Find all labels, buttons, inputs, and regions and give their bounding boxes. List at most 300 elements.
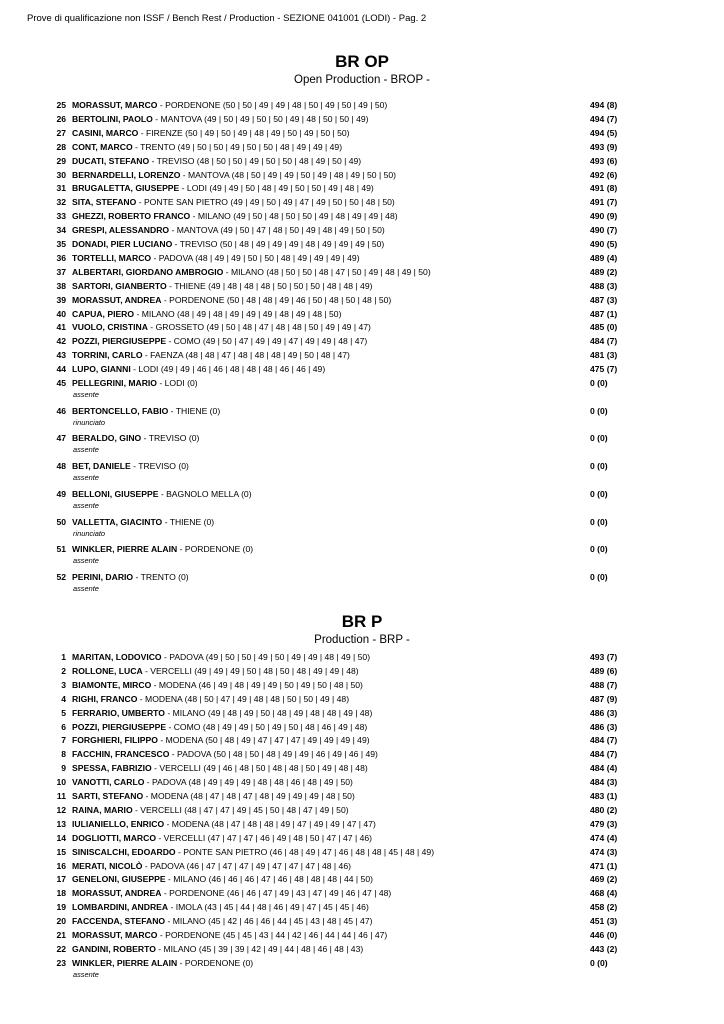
rank: 9 xyxy=(61,763,66,774)
total-score: 0 (0) xyxy=(590,571,608,582)
rank: 27 xyxy=(56,127,66,138)
result-row xyxy=(0,127,724,140)
rank: 29 xyxy=(56,155,66,166)
club-and-scores: THIENE (49 | 48 | 48 | 48 | 50 | 50 | 50 | 48 | 48 | 49) xyxy=(174,280,373,291)
result-row xyxy=(0,957,724,970)
separator: - xyxy=(152,113,161,124)
separator: - xyxy=(161,888,170,899)
entry xyxy=(72,901,369,914)
result-row xyxy=(0,734,724,747)
club-and-scores: MODENA (46 | 49 | 48 | 49 | 49 | 50 | 49 | 50 | 48 | 50) xyxy=(158,679,363,690)
total-score: 486 (3) xyxy=(590,721,618,732)
total-score: 480 (2) xyxy=(590,804,618,815)
separator: - xyxy=(161,652,170,662)
result-row xyxy=(0,762,724,775)
athlete-name: ALBERTARI, GIORDANO AMBROGIO xyxy=(72,266,224,277)
club-and-scores: MANTOVA (49 | 50 | 47 | 48 | 50 | 49 | 48 | 49 | 50 | 50) xyxy=(176,225,385,236)
club-and-scores: TREVISO (48 | 50 | 50 | 49 | 50 | 50 | 48 | 49 | 50 | 49) xyxy=(156,155,362,166)
total-score: 484 (3) xyxy=(590,777,618,788)
athlete-name: FERRARIO, UMBERTO xyxy=(72,707,165,718)
result-row xyxy=(0,335,724,348)
result-row xyxy=(0,294,724,307)
total-score: 493 (7) xyxy=(590,652,618,662)
rank: 15 xyxy=(56,846,66,857)
separator: - xyxy=(133,571,141,582)
rank: 21 xyxy=(56,930,66,940)
total-score: 493 (6) xyxy=(590,155,618,166)
rank: 47 xyxy=(56,433,66,444)
total-score: 475 (7) xyxy=(590,364,618,375)
club-and-scores: PORDENONE (0) xyxy=(184,957,254,968)
total-score: 489 (2) xyxy=(590,266,618,277)
athlete-name: VANOTTI, CARLO xyxy=(72,777,145,788)
athlete-name: BERALDO, GINO xyxy=(72,433,142,444)
rank: 31 xyxy=(56,183,66,194)
entry xyxy=(72,679,363,692)
total-score: 487 (3) xyxy=(590,294,618,305)
result-row xyxy=(0,721,724,734)
rank: 2 xyxy=(61,665,66,676)
rank: 50 xyxy=(56,516,66,527)
entry xyxy=(72,182,374,195)
separator: - xyxy=(151,679,159,690)
total-score: 443 (2) xyxy=(590,943,618,954)
status-note: rinunciato xyxy=(73,417,106,427)
result-row xyxy=(0,99,724,112)
athlete-name: WINKLER, PIERRE ALAIN xyxy=(72,957,178,968)
club-and-scores: MODENA (48 | 50 | 47 | 49 | 48 | 48 | 50 | 50 | 49 | 48) xyxy=(145,693,350,704)
entry xyxy=(72,804,349,817)
club-and-scores: PORDENONE (45 | 45 | 43 | 44 | 42 | 46 | 44 | 44 | 46 | 47) xyxy=(165,930,388,940)
result-row xyxy=(0,252,724,265)
entry xyxy=(72,776,353,789)
athlete-name: DUCATI, STEFANO xyxy=(72,155,150,166)
separator: - xyxy=(180,169,189,180)
club-and-scores: MILANO (48 | 49 | 48 | 49 | 49 | 49 | 48 | 49 | 48 | 50) xyxy=(141,308,342,319)
separator: - xyxy=(169,749,178,760)
rank: 26 xyxy=(56,113,66,124)
athlete-name: FACCHIN, FRANCESCO xyxy=(72,749,170,760)
athlete-name: BERNARDELLI, LORENZO xyxy=(72,169,181,180)
result-row xyxy=(0,196,724,209)
separator: - xyxy=(165,916,173,927)
result-row xyxy=(0,182,724,195)
entry xyxy=(72,846,434,859)
separator: - xyxy=(162,516,170,527)
total-score: 491 (7) xyxy=(590,197,618,208)
separator: - xyxy=(132,141,141,152)
result-row xyxy=(0,405,724,418)
total-score: 484 (7) xyxy=(590,735,618,746)
rank: 51 xyxy=(56,544,66,555)
athlete-name: VUOLO, CRISTINA xyxy=(72,322,148,333)
entry xyxy=(72,141,342,154)
club-and-scores: PORDENONE (50 | 48 | 48 | 49 | 46 | 50 | 48 | 50 | 48 | 50) xyxy=(169,294,392,305)
separator: - xyxy=(157,735,166,746)
result-row xyxy=(0,321,724,334)
separator: - xyxy=(134,308,142,319)
result-row xyxy=(0,141,724,154)
entry xyxy=(72,224,385,237)
rank: 39 xyxy=(56,294,66,305)
separator: - xyxy=(157,930,166,940)
separator: - xyxy=(136,197,144,208)
separator: - xyxy=(142,665,151,676)
result-row xyxy=(0,846,724,859)
rank: 10 xyxy=(56,777,66,788)
club-and-scores: LODI (49 | 49 | 46 | 46 | 48 | 48 | 48 | 46 | 46 | 49) xyxy=(138,364,326,375)
section-subtitle: Open Production - BROP - xyxy=(294,74,430,86)
rank: 28 xyxy=(56,141,66,152)
rank: 35 xyxy=(56,239,66,249)
total-score: 468 (4) xyxy=(590,888,618,899)
athlete-name: MORASSUT, MARCO xyxy=(72,930,158,940)
entry xyxy=(72,196,395,209)
total-score: 451 (3) xyxy=(590,916,618,927)
athlete-name: SITA, STEFANO xyxy=(72,197,137,208)
total-score: 479 (3) xyxy=(590,818,618,829)
result-row xyxy=(0,432,724,445)
result-row xyxy=(0,224,724,237)
result-row xyxy=(0,748,724,761)
rank: 5 xyxy=(61,707,66,718)
rank: 20 xyxy=(56,916,66,927)
total-score: 489 (6) xyxy=(590,665,618,676)
athlete-name: BRUGALETTA, GIUSEPPE xyxy=(72,183,180,194)
rank: 1 xyxy=(61,652,66,662)
result-row xyxy=(0,873,724,886)
result-row xyxy=(0,155,724,168)
result-row xyxy=(0,693,724,706)
club-and-scores: MODENA (48 | 47 | 48 | 47 | 48 | 49 | 49 | 49 | 48 | 50) xyxy=(150,791,355,801)
athlete-name: MARITAN, LODOVICO xyxy=(72,652,162,662)
total-score: 474 (4) xyxy=(590,832,618,843)
club-and-scores: TREVISO (0) xyxy=(148,433,200,444)
total-score: 484 (7) xyxy=(590,336,618,347)
athlete-name: BERTONCELLO, FABIO xyxy=(72,405,169,416)
separator: - xyxy=(172,239,180,249)
club-and-scores: TRENTO (0) xyxy=(140,571,189,582)
separator: - xyxy=(130,461,139,472)
result-row xyxy=(0,238,724,251)
section-br-p xyxy=(0,612,724,648)
result-row xyxy=(0,915,724,928)
rank: 16 xyxy=(56,860,66,871)
athlete-name: MORASSUT, MARCO xyxy=(72,100,158,110)
athlete-name: CAPUA, PIERO xyxy=(72,308,135,319)
total-score: 471 (1) xyxy=(590,860,618,871)
club-and-scores: PADOVA (48 | 49 | 49 | 49 | 48 | 48 | 46 | 48 | 49 | 50) xyxy=(152,777,353,788)
separator: - xyxy=(164,818,172,829)
total-score: 490 (5) xyxy=(590,239,618,249)
rank: 38 xyxy=(56,280,66,291)
athlete-name: MORASSUT, ANDREA xyxy=(72,294,162,305)
athlete-name: TORTELLI, MARCO xyxy=(72,252,152,263)
total-score: 491 (8) xyxy=(590,183,618,194)
result-row xyxy=(0,665,724,678)
entry xyxy=(72,335,367,348)
result-row xyxy=(0,210,724,223)
rank: 41 xyxy=(56,322,66,333)
section-title: BR OP xyxy=(335,52,389,71)
entry xyxy=(72,665,359,678)
rank: 46 xyxy=(56,405,66,416)
entry xyxy=(72,266,431,279)
club-and-scores: MANTOVA (49 | 50 | 49 | 50 | 50 | 49 | 48 | 50 | 50 | 49) xyxy=(160,113,369,124)
club-and-scores: LODI (0) xyxy=(164,378,198,388)
total-score: 0 (0) xyxy=(590,378,608,388)
athlete-name: CONT, MARCO xyxy=(72,141,133,152)
status-note: assente xyxy=(73,445,99,455)
total-score: 484 (4) xyxy=(590,763,618,774)
club-and-scores: PADOVA (48 | 49 | 49 | 50 | 50 | 48 | 49 | 49 | 49 | 49) xyxy=(158,252,360,263)
athlete-name: BIAMONTE, MIRCO xyxy=(72,679,152,690)
result-row xyxy=(0,776,724,789)
club-and-scores: MANTOVA (48 | 50 | 49 | 49 | 50 | 49 | 48 | 49 | 50 | 50) xyxy=(188,169,397,180)
result-row xyxy=(0,377,724,390)
total-score: 487 (9) xyxy=(590,693,618,704)
entry xyxy=(72,721,367,734)
entry xyxy=(72,929,387,942)
rank: 44 xyxy=(56,364,66,375)
club-and-scores: VERCELLI (48 | 47 | 47 | 49 | 45 | 50 | 48 | 47 | 49 | 50) xyxy=(140,804,349,815)
total-score: 494 (7) xyxy=(590,113,618,124)
result-row xyxy=(0,832,724,845)
entry xyxy=(72,790,355,803)
separator: - xyxy=(132,804,141,815)
athlete-name: SPESSA, FABRIZIO xyxy=(72,763,152,774)
rank: 22 xyxy=(56,943,66,954)
result-row xyxy=(0,887,724,900)
club-and-scores: VERCELLI (47 | 47 | 47 | 46 | 49 | 48 | 50 | 47 | 47 | 46) xyxy=(163,832,372,843)
club-and-scores: IMOLA (43 | 45 | 44 | 48 | 46 | 49 | 47 | 45 | 45 | 46) xyxy=(175,902,369,913)
separator: - xyxy=(151,252,159,263)
entry xyxy=(72,405,220,418)
status-note: assente xyxy=(73,583,99,593)
entry xyxy=(72,818,376,831)
club-and-scores: PADOVA (46 | 47 | 47 | 47 | 49 | 47 | 47 | 47 | 48 | 46) xyxy=(150,860,351,871)
separator: - xyxy=(147,322,156,333)
rank: 17 xyxy=(56,874,66,885)
rank: 4 xyxy=(61,693,66,704)
entry xyxy=(72,488,252,501)
club-and-scores: PADOVA (50 | 48 | 50 | 48 | 49 | 49 | 46 | 49 | 46 | 49) xyxy=(177,749,378,760)
result-row xyxy=(0,804,724,817)
total-score: 487 (1) xyxy=(590,308,618,319)
section-br-op xyxy=(0,52,724,88)
athlete-name: RAINA, MARIO xyxy=(72,804,133,815)
club-and-scores: LODI (49 | 49 | 50 | 48 | 49 | 50 | 50 | 49 | 48 | 49) xyxy=(186,183,374,194)
separator: - xyxy=(175,846,184,857)
rank: 14 xyxy=(56,832,66,843)
entry xyxy=(72,873,373,886)
athlete-name: IULIANIELLO, ENRICO xyxy=(72,818,165,829)
result-row xyxy=(0,543,724,556)
total-score: 488 (7) xyxy=(590,679,618,690)
club-and-scores: FAENZA (48 | 48 | 47 | 48 | 48 | 48 | 49 | 50 | 48 | 47) xyxy=(150,350,350,361)
athlete-name: PERINI, DARIO xyxy=(72,571,134,582)
entry xyxy=(72,363,325,376)
status-note: assente xyxy=(73,390,99,399)
separator: - xyxy=(177,544,185,555)
athlete-name: DONADI, PIER LUCIANO xyxy=(72,239,173,249)
total-score: 484 (7) xyxy=(590,749,618,760)
status-note: assente xyxy=(73,473,99,483)
athlete-name: SARTI, STEFANO xyxy=(72,791,144,801)
rank: 33 xyxy=(56,211,66,222)
entry xyxy=(72,432,199,445)
total-score: 490 (9) xyxy=(590,211,618,222)
entry xyxy=(72,734,370,747)
club-and-scores: PONTE SAN PIETRO (49 | 49 | 50 | 49 | 47 | 49 | 50 | 50 | 48 | 50) xyxy=(143,197,395,208)
total-score: 494 (8) xyxy=(590,100,618,110)
rank: 49 xyxy=(56,488,66,499)
result-row xyxy=(0,460,724,473)
section-subtitle: Production - BRP - xyxy=(314,634,410,646)
total-score: 0 (0) xyxy=(590,544,608,555)
entry xyxy=(72,832,372,845)
entry xyxy=(72,748,378,761)
total-score: 485 (0) xyxy=(590,322,618,333)
entry xyxy=(72,308,341,321)
club-and-scores: MILANO (48 | 50 | 50 | 48 | 47 | 50 | 49 | 48 | 49 | 50) xyxy=(230,266,431,277)
result-row xyxy=(0,516,724,529)
entry xyxy=(72,113,369,126)
separator: - xyxy=(165,874,174,885)
separator: - xyxy=(155,943,164,954)
result-row xyxy=(0,901,724,914)
separator: - xyxy=(142,350,151,361)
total-score: 469 (2) xyxy=(590,874,618,885)
club-and-scores: MILANO (49 | 50 | 48 | 50 | 50 | 49 | 48 | 49 | 49 | 48) xyxy=(197,211,398,222)
club-and-scores: THIENE (0) xyxy=(169,516,215,527)
rank: 36 xyxy=(56,252,66,263)
club-and-scores: PORDENONE (46 | 46 | 47 | 49 | 43 | 47 | 49 | 46 | 47 | 48) xyxy=(169,888,392,899)
club-and-scores: TREVISO (0) xyxy=(138,461,189,472)
athlete-name: PELLEGRINI, MARIO xyxy=(72,378,157,388)
athlete-name: MERATI, NICOLÒ xyxy=(72,860,143,871)
separator: - xyxy=(223,266,231,277)
athlete-name: GHEZZI, ROBERTO FRANCO xyxy=(72,211,191,222)
result-row xyxy=(0,860,724,873)
athlete-name: FORGHIERI, FILIPPO xyxy=(72,735,158,746)
entry xyxy=(72,238,384,251)
entry xyxy=(72,155,361,168)
separator: - xyxy=(157,378,165,388)
total-score: 0 (0) xyxy=(590,957,608,968)
total-score: 492 (6) xyxy=(590,169,618,180)
separator: - xyxy=(137,693,146,704)
total-score: 489 (4) xyxy=(590,252,618,263)
result-row xyxy=(0,266,724,279)
entry xyxy=(72,571,189,584)
athlete-name: DOGLIOTTI, MARCO xyxy=(72,832,157,843)
athlete-name: SINISCALCHI, EDOARDO xyxy=(72,846,176,857)
entry xyxy=(72,294,391,307)
entry xyxy=(72,349,350,362)
separator: - xyxy=(190,211,198,222)
separator: - xyxy=(179,183,187,194)
rank: 19 xyxy=(56,902,66,913)
result-row xyxy=(0,943,724,956)
total-score: 0 (0) xyxy=(590,488,608,499)
athlete-name: LUPO, GIANNI xyxy=(72,364,131,375)
result-row xyxy=(0,651,724,664)
entry xyxy=(72,516,214,529)
athlete-name: ROLLONE, LUCA xyxy=(72,665,143,676)
result-row xyxy=(0,679,724,692)
total-score: 0 (0) xyxy=(590,433,608,444)
entry xyxy=(72,377,198,390)
club-and-scores: COMO (48 | 49 | 49 | 50 | 49 | 50 | 48 | 46 | 49 | 48) xyxy=(173,721,368,732)
club-and-scores: MODENA (48 | 47 | 48 | 48 | 49 | 47 | 49 | 49 | 47 | 47) xyxy=(171,818,376,829)
rank: 40 xyxy=(56,308,66,319)
entry xyxy=(72,943,363,956)
entry xyxy=(72,210,398,223)
athlete-name: BELLONI, GIUSEPPE xyxy=(72,488,159,499)
status-note: rinunciato xyxy=(73,528,106,538)
club-and-scores: FIRENZE (50 | 49 | 50 | 49 | 48 | 49 | 50 | 49 | 50 | 50) xyxy=(146,127,350,138)
rank: 34 xyxy=(56,225,66,236)
athlete-name: GENELONI, GIUSEPPE xyxy=(72,874,166,885)
athlete-name: WINKLER, PIERRE ALAIN xyxy=(72,544,178,555)
rank: 45 xyxy=(56,378,66,388)
athlete-name: BERTOLINI, PAOLO xyxy=(72,113,153,124)
separator: - xyxy=(144,777,153,788)
separator: - xyxy=(164,707,173,718)
separator: - xyxy=(168,405,176,416)
club-and-scores: TREVISO (50 | 48 | 49 | 49 | 49 | 48 | 49 | 49 | 49 | 50) xyxy=(179,239,385,249)
club-and-scores: MILANO (46 | 46 | 46 | 47 | 46 | 48 | 48 | 48 | 44 | 50) xyxy=(173,874,373,885)
separator: - xyxy=(168,902,176,913)
result-row xyxy=(0,308,724,321)
total-score: 486 (3) xyxy=(590,707,618,718)
rank: 48 xyxy=(56,461,66,472)
rank: 37 xyxy=(56,266,66,277)
total-score: 446 (0) xyxy=(590,930,618,940)
total-score: 490 (7) xyxy=(590,225,618,236)
entry xyxy=(72,127,350,140)
rank: 8 xyxy=(61,749,66,760)
separator: - xyxy=(130,364,139,375)
entry xyxy=(72,543,253,556)
separator: - xyxy=(161,294,170,305)
club-and-scores: MILANO (49 | 48 | 49 | 50 | 48 | 49 | 48 | 48 | 49 | 48) xyxy=(172,707,373,718)
separator: - xyxy=(169,225,177,236)
rank: 6 xyxy=(61,721,66,732)
result-row xyxy=(0,790,724,803)
entry xyxy=(72,887,391,900)
club-and-scores: THIENE (0) xyxy=(175,405,221,416)
club-and-scores: PONTE SAN PIETRO (46 | 48 | 49 | 47 | 46 | 48 | 48 | 45 | 48 | 49) xyxy=(183,846,435,857)
separator: - xyxy=(166,336,174,347)
total-score: 494 (5) xyxy=(590,127,618,138)
rank: 7 xyxy=(61,735,66,746)
entry xyxy=(72,252,360,265)
total-score: 493 (9) xyxy=(590,141,618,152)
rank: 32 xyxy=(56,197,66,208)
club-and-scores: PORDENONE (0) xyxy=(184,544,254,555)
separator: - xyxy=(166,721,174,732)
separator: - xyxy=(157,100,166,110)
athlete-name: TORRINI, CARLO xyxy=(72,350,143,361)
section-title: BR P xyxy=(341,612,383,631)
result-row xyxy=(0,169,724,182)
entry xyxy=(72,169,396,182)
entry xyxy=(72,915,372,928)
club-and-scores: TRENTO (49 | 50 | 50 | 49 | 50 | 50 | 48 | 49 | 49 | 49) xyxy=(140,141,343,152)
athlete-name: LOMBARDINI, ANDREA xyxy=(72,902,169,913)
